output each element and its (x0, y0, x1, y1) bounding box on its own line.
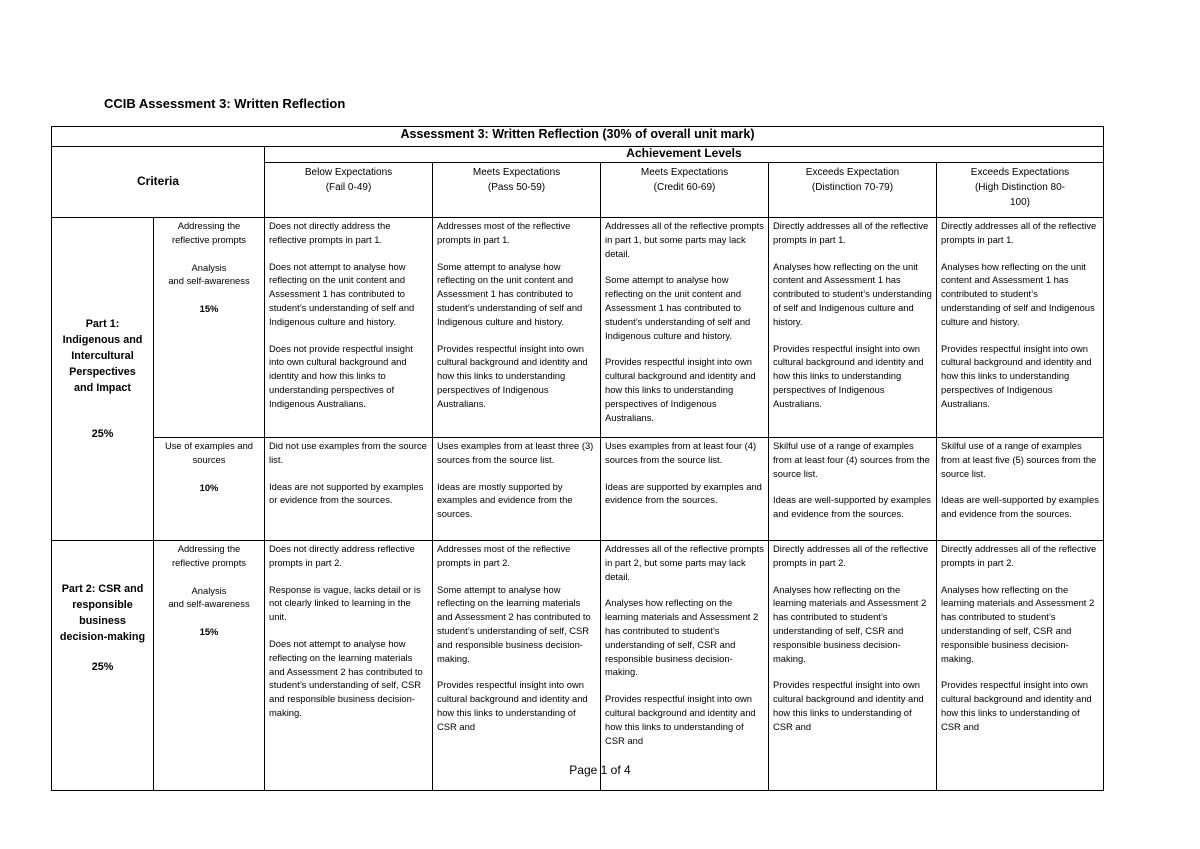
table-row (52, 218, 1104, 438)
descriptor-cell: Addresses most of the reflective prompts in part 1. Some attempt to analyse how reflecting on the unit content and Assessment 1 has contributed to student’s understanding of self and Indigenous culture and history. Provides respectful insight into own cultural background and identity and how this links to understanding perspectives of Indigenous Australians. (433, 218, 601, 438)
criterion-cell: Addressing the reflective prompts Analysis and self-awareness 15% (154, 541, 265, 791)
part-1-weight: 25% (91, 428, 114, 440)
level-header-high-distinction: Exceeds Expectations (High Distinction 80- 100) (937, 163, 1104, 218)
table-title: Assessment 3: Written Reflection (30% of overall unit mark) (52, 127, 1104, 147)
descriptor-cell: Addresses all of the reflective prompts in part 2, but some parts may lack detail. Analyses how reflecting on the learning materials and Assessment 2 has contributed to student’s understanding of self, CSR and responsible business decision-making. Provides respectful insight into own cultural background and identity and how this links to understanding of CSR and (601, 541, 769, 791)
level-header-distinction: Exceeds Expectation (Distinction 70-79) (769, 163, 937, 218)
criterion-weight: 15% (199, 303, 219, 315)
descriptor-cell: Uses examples from at least three (3) sources from the source list. Ideas are mostly supported by examples and evidence from the sources. (433, 438, 601, 541)
table-row (52, 541, 1104, 791)
criterion-weight: 15% (199, 626, 219, 638)
descriptor-cell: Does not directly address the reflective prompts in part 1. Does not attempt to analyse how reflecting on the unit content and Assessment 1 has contributed to student’s understanding of self and Indigenous culture and history. Does not provide respectful insight into own cultural background and identity and how this links to understanding perspectives of Indigenous Australians. (265, 218, 433, 438)
level-header-fail: Below Expectations (Fail 0-49) (265, 163, 433, 218)
part-2-label: Part 2: CSR and responsible business decision-making 25% (52, 541, 154, 791)
descriptor-cell: Did not use examples from the source list. Ideas are not supported by examples or evidence from the sources. (265, 438, 433, 541)
criterion-cell: Addressing the reflective prompts Analysis and self-awareness 15% (154, 218, 265, 438)
descriptor-cell: Skilful use of a range of examples from at least five (5) sources from the source list. Ideas are well-supported by examples and evidence from the sources. (937, 438, 1104, 541)
descriptor-cell: Directly addresses all of the reflective prompts in part 1. Analyses how reflecting on the unit content and Assessment 1 has contributed to student’s understanding of self and Indigenous culture and history. Provides respectful insight into own cultural background and identity and how this links to understanding perspectives of Indigenous Australians. (937, 218, 1104, 438)
descriptor-cell: Does not directly address reflective prompts in part 2. Response is vague, lacks detail or is not clearly linked to learning in the unit. Does not attempt to analyse how reflecting on the learning materials and Assessment 2 has contributed to student’s understanding of self, CSR and responsible business decision-making. (265, 541, 433, 791)
part-2-weight: 25% (91, 661, 114, 673)
criterion-weight: 10% (199, 481, 219, 493)
level-header-credit: Meets Expectations (Credit 60-69) (601, 163, 769, 218)
descriptor-cell: Skilful use of a range of examples from at least four (4) sources from the source list. Ideas are well-supported by examples and evidence from the sources. (769, 438, 937, 541)
rubric-table (51, 126, 1104, 791)
table-row (52, 438, 1104, 541)
descriptor-cell: Uses examples from at least four (4) sources from the source list. Ideas are supported by examples and evidence from the sources. (601, 438, 769, 541)
descriptor-cell: Directly addresses all of the reflective prompts in part 1. Analyses how reflecting on the unit content and Assessment 1 has contributed to student’s understanding of self and Indigenous culture and history. Provides respectful insight into own cultural background and identity and how this links to understanding perspectives of Indigenous Australians. (769, 218, 937, 438)
descriptor-cell: Addresses most of the reflective prompts in part 2. Some attempt to analyse how reflecting on the learning materials and Assessment 2 has contributed to student’s understanding of self, CSR and responsible business decision-making. Provides respectful insight into own cultural background and identity and how this links to understanding of CSR and (433, 541, 601, 791)
page-number: Page 1 of 4 (569, 763, 631, 777)
part-1-label: Part 1: Indigenous and Intercultural Perspectives and Impact 25% (52, 218, 154, 541)
level-header-pass: Meets Expectations (Pass 50-59) (433, 163, 601, 218)
document-title: CCIB Assessment 3: Written Reflection (104, 96, 346, 111)
criterion-cell: Use of examples and sources 10% (154, 438, 265, 541)
criteria-header: Criteria (52, 147, 265, 218)
descriptor-cell: Directly addresses all of the reflective prompts in part 2. Analyses how reflecting on the learning materials and Assessment 2 has contributed to student’s understanding of self, CSR and responsible business decision-making. Provides respectful insight into own cultural background and identity and how this links to understanding of CSR and (937, 541, 1104, 791)
descriptor-cell: Directly addresses all of the reflective prompts in part 2. Analyses how reflecting on the learning materials and Assessment 2 has contributed to student’s understanding of self, CSR and responsible business decision-making. Provides respectful insight into own cultural background and identity and how this links to understanding of CSR and (769, 541, 937, 791)
descriptor-cell: Addresses all of the reflective prompts in part 1, but some parts may lack detail. Some attempt to analyse how reflecting on the unit content and Assessment 1 has contributed to student’s understanding of self and Indigenous culture and history. Provides respectful insight into own cultural background and identity and how this links to understanding perspectives of Indigenous Australians. (601, 218, 769, 438)
achievement-levels-header: Achievement Levels (265, 147, 1104, 163)
